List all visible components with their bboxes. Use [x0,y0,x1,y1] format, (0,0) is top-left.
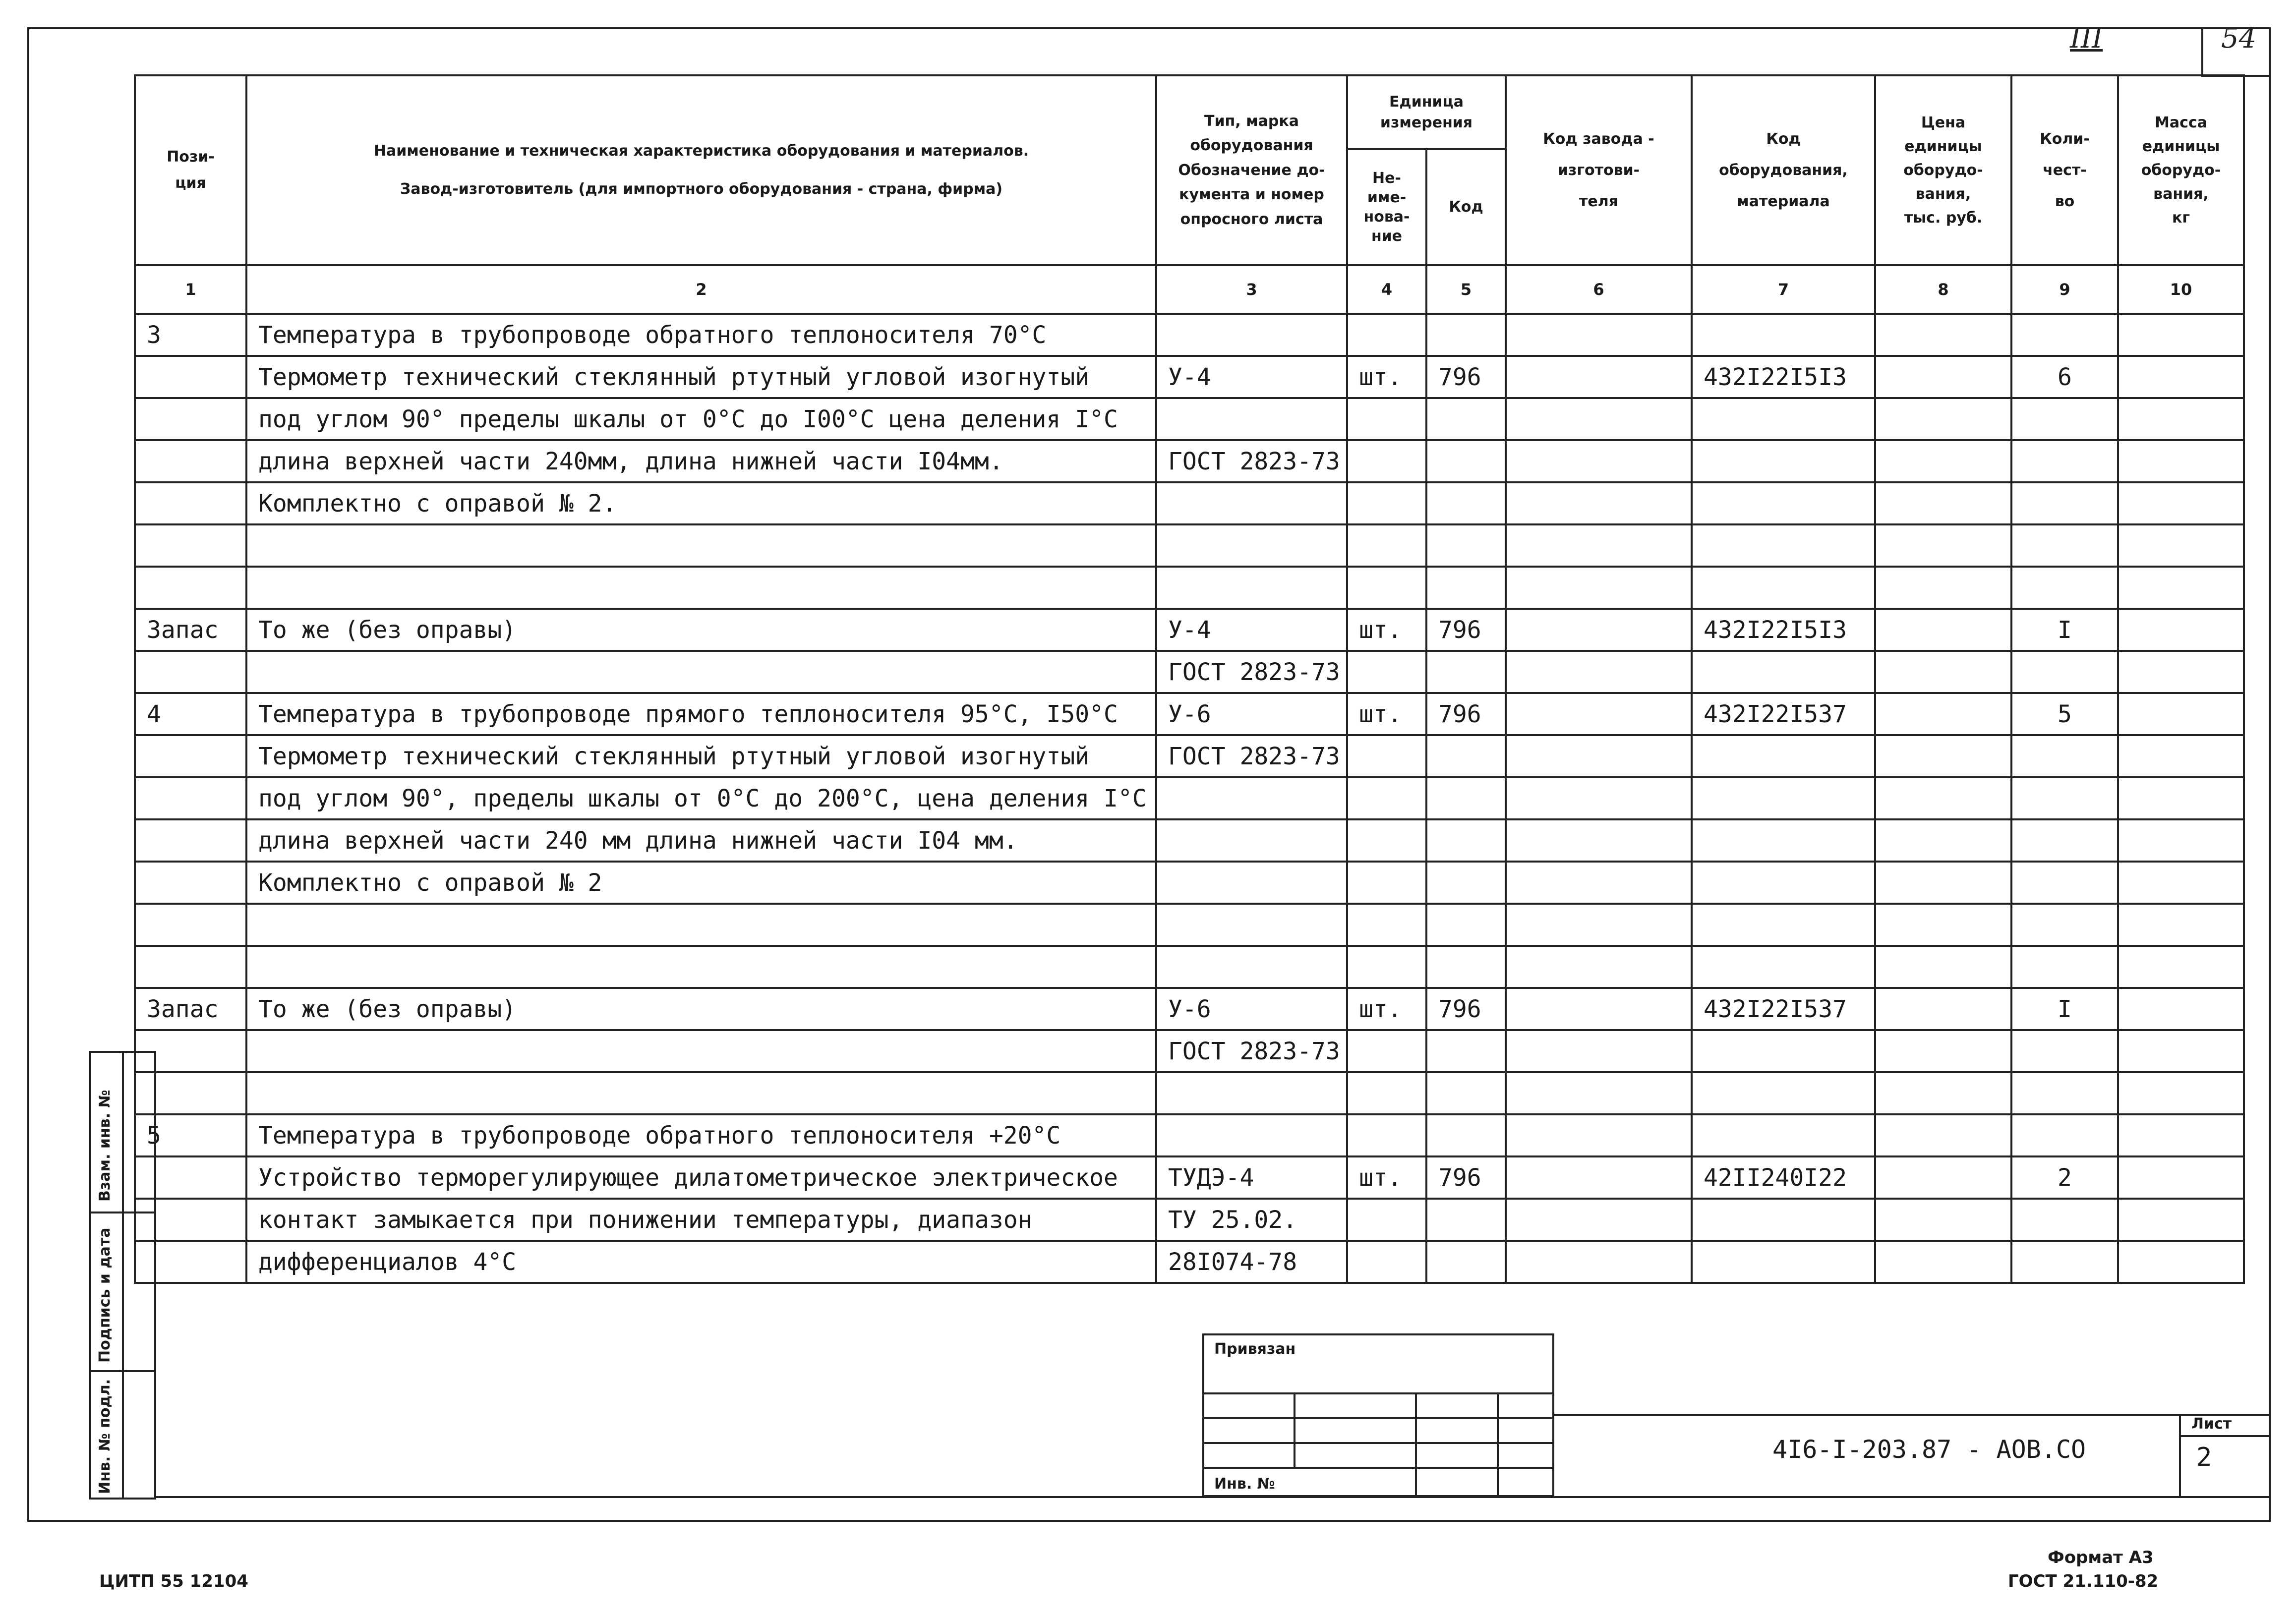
cell-unit-code [1426,819,1506,862]
cell-factory-code [1506,777,1692,819]
table-row [135,946,2244,988]
cell-factory-code [1506,356,1692,398]
cell-equipment-code [1692,819,1875,862]
table-row [135,693,2244,735]
cell-equipment-code [1692,862,1875,904]
cell-factory-code [1506,1156,1692,1199]
cell-equipment-code [1692,651,1875,693]
cell-equipment-code: 432I22I537 [1692,988,1875,1030]
column-number: 10 [2118,265,2244,314]
table-row [135,1156,2244,1199]
cell-name: Термометр технический стеклянный ртутный угловой изогнутый [246,735,1156,777]
cell-mass [2118,482,2244,524]
cell-position [135,482,246,524]
cell-mass [2118,1072,2244,1114]
cell-price [1875,567,2011,609]
cell-price [1875,988,2011,1030]
cell-position [135,819,246,862]
cell-quantity: 5 [2011,693,2118,735]
cell-factory-code [1506,1241,1692,1283]
cell-position [135,735,246,777]
cell-mass [2118,651,2244,693]
cell-position [135,651,246,693]
cell-unit-code [1426,482,1506,524]
cell-mass [2118,524,2244,567]
cell-position: 4 [135,693,246,735]
cell-unit-name: шт. [1347,356,1426,398]
cell-factory-code [1506,988,1692,1030]
cell-mass [2118,1156,2244,1199]
table-row [135,314,2244,356]
cell-type: У-6 [1156,693,1347,735]
cell-name: Температура в трубопроводе обратного теплоносителя 70°C [246,314,1156,356]
cell-type: ГОСТ 2823-73 [1156,735,1347,777]
cell-equipment-code [1692,1072,1875,1114]
table-row [135,651,2244,693]
header-type: Тип, марка оборудования Обозначение до- кумента и номер опросного листа [1156,75,1347,265]
cell-factory-code [1506,1114,1692,1156]
cell-mass [2118,862,2244,904]
cell-mass [2118,314,2244,356]
header-equipment-code: Код оборудования, материала [1692,75,1875,265]
cell-type [1156,946,1347,988]
column-number: 8 [1875,265,2011,314]
cell-name: Температура в трубопроводе прямого теплоносителя 95°C, I50°C [246,693,1156,735]
cell-price [1875,356,2011,398]
cell-factory-code [1506,609,1692,651]
cell-unit-name [1347,1114,1426,1156]
table-row [135,777,2244,819]
cell-unit-name [1347,777,1426,819]
cell-unit-name [1347,482,1426,524]
cell-unit-name [1347,735,1426,777]
cell-type: ТУДЭ-4 [1156,1156,1347,1199]
cell-unit-name [1347,819,1426,862]
header-unit: Единица измерения [1347,75,1506,149]
cell-name: под углом 90° пределы шкалы от 0°C до I00°C цена деления I°C [246,398,1156,440]
cell-equipment-code [1692,777,1875,819]
table-row [135,524,2244,567]
cell-unit-name [1347,567,1426,609]
footer-standard: ГОСТ 21.110-82 [2008,1571,2159,1591]
cell-equipment-code [1692,482,1875,524]
cell-equipment-code: 432I22I5I3 [1692,356,1875,398]
cell-name: длина верхней части 240 мм длина нижней части I04 мм. [246,819,1156,862]
cell-quantity [2011,735,2118,777]
header-price: Цена единицы оборудо- вания, тыс. руб. [1875,75,2011,265]
cell-type: ГОСТ 2823-73 [1156,651,1347,693]
cell-mass [2118,777,2244,819]
cell-factory-code [1506,693,1692,735]
cell-quantity [2011,904,2118,946]
cell-type: ГОСТ 2823-73 [1156,440,1347,482]
cell-name: под углом 90°, пределы шкалы от 0°C до 200°C, цена деления I°C [246,777,1156,819]
cell-type: У-6 [1156,988,1347,1030]
cell-factory-code [1506,651,1692,693]
cell-name: длина верхней части 240мм, длина нижней части I04мм. [246,440,1156,482]
binding-stamp-inventory: Инв. № [1214,1475,1275,1493]
cell-quantity [2011,314,2118,356]
cell-name: Температура в трубопроводе обратного теплоносителя +20°C [246,1114,1156,1156]
header-factory-code: Код завода - изготови- теля [1506,75,1692,265]
cell-unit-code [1426,735,1506,777]
column-number: 2 [246,265,1156,314]
table-row [135,356,2244,398]
table-row [135,1114,2244,1156]
cell-unit-name [1347,440,1426,482]
cell-unit-code [1426,1199,1506,1241]
cell-equipment-code [1692,440,1875,482]
cell-quantity [2011,1114,2118,1156]
cell-mass [2118,946,2244,988]
cell-quantity [2011,524,2118,567]
cell-quantity: 2 [2011,1156,2118,1199]
cell-price [1875,440,2011,482]
cell-unit-name [1347,1030,1426,1072]
cell-unit-name [1347,1199,1426,1241]
cell-equipment-code [1692,1114,1875,1156]
cell-name [246,1072,1156,1114]
cell-price [1875,1114,2011,1156]
cell-type: 28I074-78 [1156,1241,1347,1283]
cell-mass [2118,1030,2244,1072]
cell-type: ГОСТ 2823-73 [1156,1030,1347,1072]
cell-price [1875,651,2011,693]
cell-name: Термометр технический стеклянный ртутный угловой изогнутый [246,356,1156,398]
cell-mass [2118,819,2244,862]
cell-price [1875,946,2011,988]
cell-price [1875,862,2011,904]
table-row [135,819,2244,862]
cell-equipment-code [1692,1030,1875,1072]
cell-factory-code [1506,440,1692,482]
cell-quantity: 6 [2011,356,2118,398]
cell-unit-code: 796 [1426,609,1506,651]
side-label-inv-original: Инв. № подл. [96,1379,114,1494]
sheet-label: Лист [2191,1415,2232,1433]
table-row [135,904,2244,946]
cell-factory-code [1506,398,1692,440]
cell-unit-name [1347,904,1426,946]
cell-name [246,524,1156,567]
cell-equipment-code: 42II240I22 [1692,1156,1875,1199]
table-row [135,609,2244,651]
cell-factory-code [1506,567,1692,609]
cell-equipment-code: 432I22I537 [1692,693,1875,735]
cell-unit-code: 796 [1426,356,1506,398]
cell-price [1875,1072,2011,1114]
cell-position [135,904,246,946]
cell-unit-code [1426,1072,1506,1114]
cell-equipment-code: 432I22I5I3 [1692,609,1875,651]
cell-equipment-code [1692,524,1875,567]
cell-unit-name [1347,946,1426,988]
table-row [135,398,2244,440]
cell-factory-code [1506,482,1692,524]
cell-type [1156,524,1347,567]
table-row [135,1072,2244,1114]
cell-name [246,946,1156,988]
cell-price [1875,1241,2011,1283]
cell-unit-code [1426,440,1506,482]
cell-price [1875,524,2011,567]
cell-name: То же (без оправы) [246,988,1156,1030]
cell-equipment-code [1692,1199,1875,1241]
cell-price [1875,735,2011,777]
sheet-number: 2 [2196,1443,2212,1472]
cell-unit-name: шт. [1347,1156,1426,1199]
cell-type: У-4 [1156,356,1347,398]
table-row [135,567,2244,609]
cell-unit-code [1426,314,1506,356]
cell-unit-code [1426,946,1506,988]
cell-equipment-code [1692,1241,1875,1283]
handwritten-page-number: 54 [2221,22,2257,55]
cell-quantity [2011,862,2118,904]
side-stamp-box [89,1051,156,1500]
header-mass: Масса единицы оборудо- вания, кг [2118,75,2244,265]
table-row [135,482,2244,524]
cell-factory-code [1506,735,1692,777]
cell-equipment-code [1692,398,1875,440]
cell-unit-code: 796 [1426,693,1506,735]
cell-name: контакт замыкается при понижении температуры, диапазон [246,1199,1156,1241]
table-row [135,862,2244,904]
cell-quantity [2011,1199,2118,1241]
header-position: Пози- ция [135,75,246,265]
header-row [135,75,2244,149]
binding-stamp [1202,1333,1554,1497]
cell-unit-name [1347,1241,1426,1283]
cell-name: Комплектно с оправой № 2. [246,482,1156,524]
cell-mass [2118,1241,2244,1283]
header-name [246,75,1156,265]
cell-quantity [2011,440,2118,482]
cell-type [1156,777,1347,819]
handwritten-mark: III [2070,22,2103,55]
cell-name [246,651,1156,693]
cell-unit-code [1426,651,1506,693]
cell-name: дифференциалов 4°C [246,1241,1156,1283]
footer-registry: ЦИТП 55 12104 [99,1571,248,1591]
cell-equipment-code [1692,314,1875,356]
cell-position: 5 [135,1114,246,1156]
cell-unit-code: 796 [1426,988,1506,1030]
table-row [135,1241,2244,1283]
column-number: 3 [1156,265,1347,314]
cell-price [1875,819,2011,862]
header-quantity: Коли- чест- во [2011,75,2118,265]
header-unit-code: Код [1426,149,1506,265]
table-row [135,1199,2244,1241]
cell-price [1875,609,2011,651]
cell-quantity [2011,777,2118,819]
cell-unit-name [1347,862,1426,904]
footer-format: Формат А3 [2048,1548,2154,1567]
cell-unit-name [1347,524,1426,567]
cell-price [1875,693,2011,735]
cell-type: У-4 [1156,609,1347,651]
cell-price [1875,904,2011,946]
cell-equipment-code [1692,904,1875,946]
cell-mass [2118,567,2244,609]
column-number: 1 [135,265,246,314]
cell-type [1156,1114,1347,1156]
cell-factory-code [1506,524,1692,567]
cell-equipment-code [1692,735,1875,777]
cell-factory-code [1506,862,1692,904]
cell-quantity [2011,398,2118,440]
side-label-inv-replacement: Взам. инв. № [96,1090,114,1202]
table-row [135,440,2244,482]
table-row [135,988,2244,1030]
column-number: 7 [1692,265,1875,314]
cell-unit-code: 796 [1426,1156,1506,1199]
column-number: 9 [2011,265,2118,314]
cell-type [1156,314,1347,356]
cell-unit-code [1426,1114,1506,1156]
column-number: 5 [1426,265,1506,314]
cell-unit-code [1426,1241,1506,1283]
cell-unit-name [1347,314,1426,356]
cell-factory-code [1506,1199,1692,1241]
cell-unit-name [1347,1072,1426,1114]
column-number: 6 [1506,265,1692,314]
cell-price [1875,314,2011,356]
cell-unit-name: шт. [1347,693,1426,735]
table-row [135,1030,2244,1072]
cell-type [1156,819,1347,862]
header-name-line1: Наименование и техническая характеристика оборудования и материалов. [373,142,1029,160]
cell-unit-name: шт. [1347,609,1426,651]
column-number-row [135,265,2244,314]
cell-position [135,946,246,988]
cell-price [1875,1030,2011,1072]
cell-factory-code [1506,314,1692,356]
cell-position [135,398,246,440]
cell-mass [2118,904,2244,946]
cell-price [1875,1156,2011,1199]
cell-position [135,356,246,398]
cell-quantity [2011,1030,2118,1072]
cell-unit-code [1426,524,1506,567]
cell-factory-code [1506,1072,1692,1114]
cell-position: Запас [135,609,246,651]
cell-position [135,524,246,567]
cell-mass [2118,988,2244,1030]
cell-unit-code [1426,862,1506,904]
cell-equipment-code [1692,567,1875,609]
cell-price [1875,777,2011,819]
table-row [135,735,2244,777]
side-label-signature-date: Подпись и дата [96,1227,114,1363]
table-body [135,314,2244,1283]
cell-unit-name [1347,651,1426,693]
cell-type: ТУ 25.02. [1156,1199,1347,1241]
header-unit-name: Не- име- нова- ние [1347,149,1426,265]
cell-mass [2118,609,2244,651]
cell-type [1156,567,1347,609]
cell-factory-code [1506,904,1692,946]
cell-name [246,567,1156,609]
cell-equipment-code [1692,946,1875,988]
cell-type [1156,1072,1347,1114]
cell-unit-code [1426,1030,1506,1072]
cell-name [246,1030,1156,1072]
cell-mass [2118,1114,2244,1156]
cell-mass [2118,735,2244,777]
cell-factory-code [1506,819,1692,862]
cell-name: Комплектно с оправой № 2 [246,862,1156,904]
cell-quantity [2011,946,2118,988]
cell-unit-name [1347,398,1426,440]
cell-name: То же (без оправы) [246,609,1156,651]
cell-price [1875,1199,2011,1241]
cell-mass [2118,1199,2244,1241]
cell-name [246,904,1156,946]
cell-quantity [2011,819,2118,862]
cell-quantity [2011,1072,2118,1114]
cell-factory-code [1506,946,1692,988]
cell-type [1156,904,1347,946]
cell-position [135,440,246,482]
cell-position: 3 [135,314,246,356]
specification-table [134,74,2245,1284]
cell-mass [2118,398,2244,440]
cell-unit-name: шт. [1347,988,1426,1030]
cell-factory-code [1506,1030,1692,1072]
cell-type [1156,482,1347,524]
cell-unit-code [1426,567,1506,609]
cell-type [1156,398,1347,440]
cell-unit-code [1426,777,1506,819]
cell-price [1875,398,2011,440]
cell-mass [2118,693,2244,735]
binding-stamp-title: Привязан [1214,1340,1296,1358]
cell-name: Устройство терморегулирующее дилатометрическое электрическое [246,1156,1156,1199]
cell-quantity: I [2011,988,2118,1030]
cell-position [135,777,246,819]
cell-mass [2118,440,2244,482]
cell-unit-code [1426,904,1506,946]
cell-quantity [2011,567,2118,609]
cell-unit-code [1426,398,1506,440]
column-number: 4 [1347,265,1426,314]
cell-mass [2118,356,2244,398]
header-name-line2: Завод-изготовитель (для импортного оборудования - страна, фирма) [400,180,1003,198]
cell-position [135,862,246,904]
cell-type [1156,862,1347,904]
cell-quantity [2011,1241,2118,1283]
cell-quantity [2011,482,2118,524]
cell-position: Запас [135,988,246,1030]
cell-position [135,567,246,609]
cell-quantity [2011,651,2118,693]
cell-price [1875,482,2011,524]
cell-quantity: I [2011,609,2118,651]
document-number: 4I6-I-203.87 - АОВ.СО [1772,1435,2086,1464]
